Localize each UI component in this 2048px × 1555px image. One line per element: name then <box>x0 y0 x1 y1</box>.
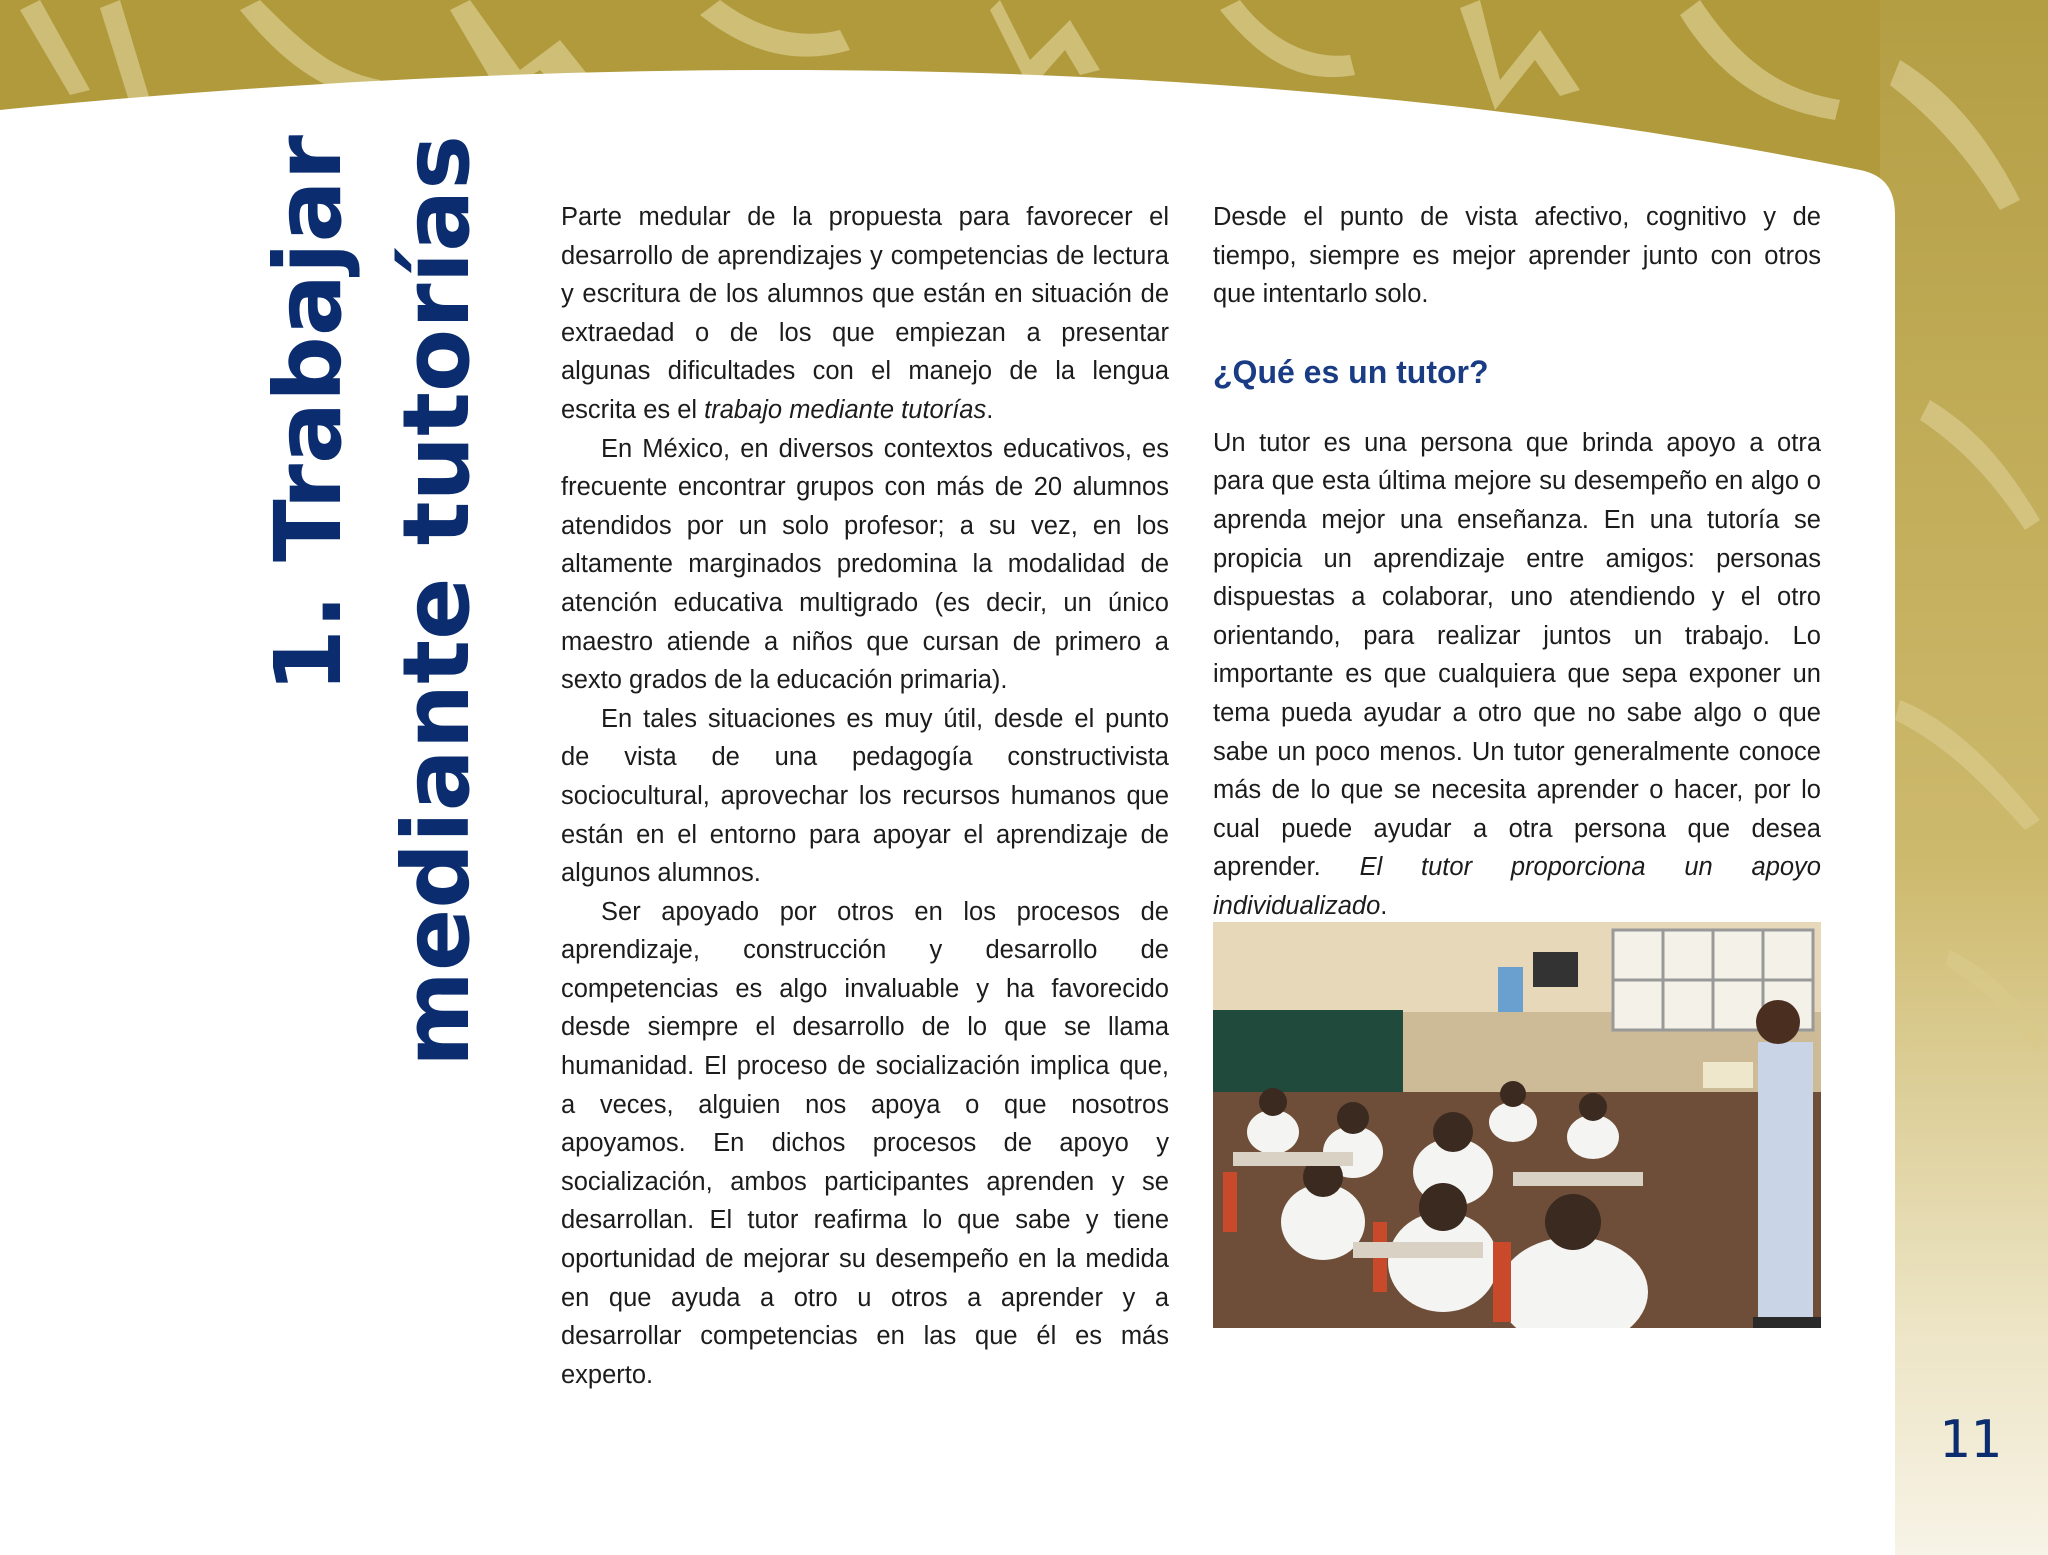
emphasis: El tutor proporciona un apoyo individualizado <box>1213 853 1821 920</box>
paragraph: Un tutor es una persona que brinda apoyo a otra para que esta última mejore su desempeño en algo o aprenda mejor una enseñanza. En una tutoría se propicia un aprendizaje entre amigos: personas dispuestas a colaborar, uno atendiendo y el otro orientando, para realizar juntos un trabajo. Lo importante es que cualquiera que sepa exponer un tema pueda ayudar a otro que no sabe algo o que sabe un poco menos. Un tutor generalmente conoce más de lo que se necesita aprender o hacer, por lo cual puede ayudar a otra persona que desea aprender. El tutor proporciona un apoyo individualizado. <box>1213 428 1821 920</box>
paragraph: En México, en diversos contextos educativos, es frecuente encontrar grupos con más de 20 alumnos atendidos por un solo profesor; a su vez, en los altamente marginados predomina la modalidad de atención educativa multigrado (es decir, un único maestro atiende a niños que cursan de primero a sexto grados de la educación primaria). <box>561 434 1169 695</box>
section-heading: ¿Qué es un tutor? <box>1213 353 1489 390</box>
paragraph: Desde el punto de vista afectivo, cognitivo y de tiempo, siempre es mejor aprender junto con otros que intentarlo solo. <box>1213 203 1821 309</box>
text-column-right <box>1213 198 1821 926</box>
chapter-title-line1: 1. Trabajar <box>255 135 362 694</box>
chapter-title-line2: mediante tutorías <box>383 135 490 1068</box>
blackboard <box>1213 1010 1403 1105</box>
page-number: 11 <box>1938 1410 2002 1470</box>
paragraph: Parte medular de la propuesta para favorecer el desarrollo de aprendizajes y competencias de lectura y escritura de los alumnos que están en situación de extraedad o de los que empiezan a presentar algunas dificultades con el manejo de la lengua escrita es el trabajo mediante tutorías. <box>561 203 1169 424</box>
paragraph: Ser apoyado por otros en los procesos de aprendizaje, construcción y desarrollo de competencias es algo invaluable y ha favorecido desde siempre el desarrollo de lo que se llama humanidad. El proceso de socialización implica que, a veces, alguien nos apoya o que nosotros apoyamos. En dichos procesos de apoyo y socialización, ambos participantes aprenden y se desarrollan. El tutor reafirma lo que sabe y tiene oportunidad de mejorar su desempeño en la medida en que ayuda a otro u otros a aprender y a desarrollar competencias en las que él es más experto. <box>561 897 1169 1389</box>
teacher <box>1758 1042 1813 1328</box>
classroom-photo <box>1213 922 1821 1328</box>
chapter-title <box>245 135 501 1135</box>
paragraph: En tales situaciones es muy útil, desde el punto de vista de una pedagogía constructivista sociocultural, aprovechar los recursos humanos que están en el entorno para apoyar el aprendizaje de algunos alumnos. <box>561 704 1169 888</box>
emphasis: trabajo mediante tutorías <box>704 395 987 424</box>
text-column-left <box>561 198 1169 1394</box>
